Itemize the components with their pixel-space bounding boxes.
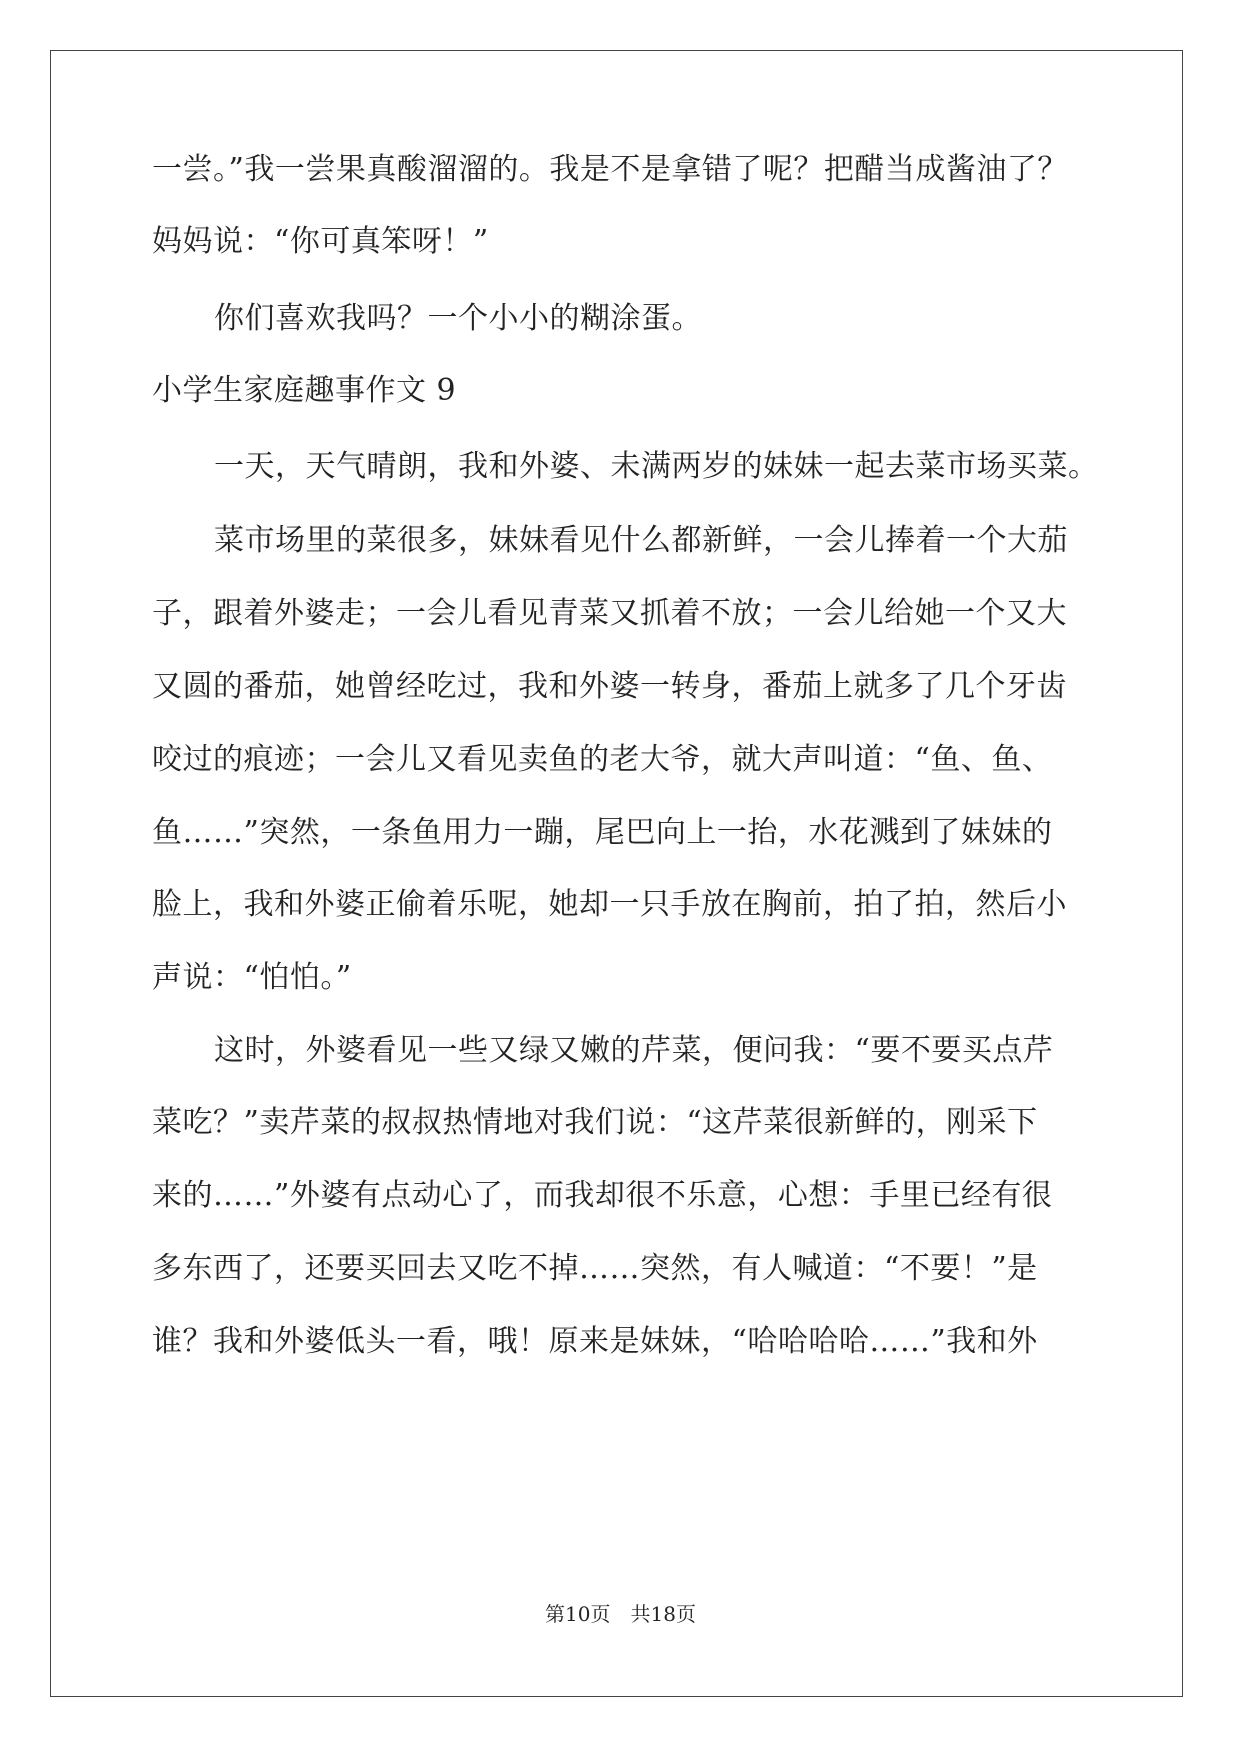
- text-line: 又圆的番茄，她曾经吃过，我和外婆一转身，番茄上就多了几个牙齿: [152, 669, 1067, 704]
- text-line: 来的……”外婆有点动心了，而我却很不乐意，心想：手里已经有很: [152, 1178, 1053, 1213]
- text-line: 谁？我和外婆低头一看，哦！原来是妹妹，“哈哈哈哈……”我和外: [152, 1324, 1038, 1359]
- paragraph-start: 一天，天气晴朗，我和外婆、未满两岁的妹妹一起去菜市场买菜。: [214, 449, 1099, 484]
- text-line: 一尝。”我一尝果真酸溜溜的。我是不是拿错了呢？把醋当成酱油了？: [152, 152, 1068, 187]
- page-total: 共18页: [630, 1602, 696, 1626]
- text-line: 声说：“怕怕。”: [152, 960, 352, 995]
- text-line: 鱼……”突然，一条鱼用力一蹦，尾巴向上一抬，水花溅到了妹妹的: [152, 815, 1053, 850]
- text-line: 多东西了，还要买回去又吃不掉……突然，有人喊道：“不要！”是: [152, 1251, 1038, 1286]
- paragraph-start: 菜市场里的菜很多，妹妹看见什么都新鲜，一会儿捧着一个大茄: [214, 523, 1068, 558]
- text-line: 脸上，我和外婆正偷着乐呢，她却一只手放在胸前，拍了拍，然后小: [152, 887, 1067, 922]
- section-heading: 小学生家庭趣事作文 9: [152, 373, 457, 408]
- paragraph-start: 你们喜欢我吗？一个小小的糊涂蛋。: [214, 301, 702, 336]
- text-line: 子，跟着外婆走；一会儿看见青菜又抓着不放；一会儿给她一个又大: [152, 596, 1067, 631]
- text-line: 妈妈说：“你可真笨呀！”: [152, 224, 489, 259]
- text-line: 咬过的痕迹；一会儿又看见卖鱼的老大爷，就大声叫道：“鱼、鱼、: [152, 742, 1053, 777]
- paragraph-start: 这时，外婆看见一些又绿又嫩的芹菜，便问我：“要不要买点芹: [214, 1033, 1054, 1068]
- page-footer: [0, 1598, 1241, 1627]
- page-number: 第10页: [545, 1602, 611, 1626]
- text-line: 菜吃？”卖芹菜的叔叔热情地对我们说：“这芹菜很新鲜的，刚采下: [152, 1105, 1038, 1140]
